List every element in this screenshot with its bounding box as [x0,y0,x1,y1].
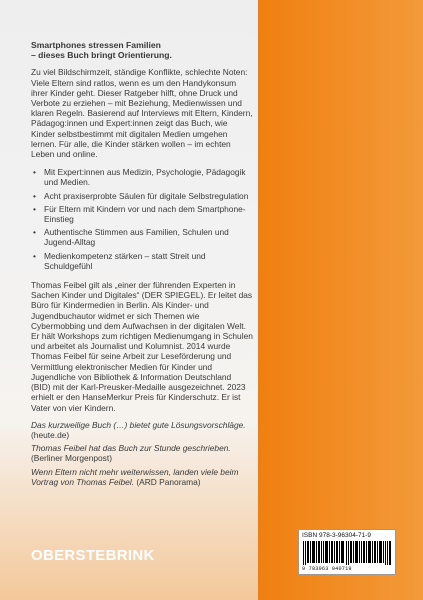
author-bio: Thomas Feibel gilt als „einer der führenden Experten in Sachen Kinder und Digitales“ (DER SPIEGEL). Er leitet das Büro für Kindermedien in Berlin. Als Kinder- und Jugendbuchautor widmet er sich Themen wie Cybermobbing und dem Aufwachsen in der digitalen Welt. Er hält Workshops zum richtigen Medienumgang in Schulen und arbeitet als Journalist und Kolumnist. 2014 wurde Thomas Feibel für seine Arbeit zur Leseförderung und Vermittlung elektronischer Medien für Kinder und Jugendliche von Bibliothek & Information Deutschland (BID) mit der Karl-Preusker-Medaille ausgezeichnet. 2023 erhielt er den HanseMerkur Preis für Kinderschutz. Er ist Vater von vier Kindern. [31,280,253,413]
feature-item: • Acht praxiserprobte Säulen für digitale Selbstregulation [31,191,253,201]
review-quote [31,420,253,440]
orange-background [258,0,423,600]
review-quote [31,443,253,463]
quote-text: Wenn Eltern nicht mehr weiterwissen, landen viele beim Vortrag von Thomas Feibel. [31,466,239,487]
headline-line-1: Smartphones stressen Familien [31,40,161,50]
publisher-logo: OBERSTEBRINK [31,547,155,564]
quote-text: Das kurzweilige Buch (…) bietet gute Lösungsvorschläge. [31,419,246,430]
feature-item: • Authentische Stimmen aus Familien, Schulen und Jugend-Alltag [31,227,253,247]
intro-paragraph: Zu viel Bildschirmzeit, ständige Konflikte, schlechte Noten: Viele Eltern sind ratlos, wenn es um den Handykonsum ihrer Kinder geht. Dieser Ratgeber hilft, ohne Druck und Verbote zu erziehen – mit Beziehung, Medienwissen und klaren Regeln. Basierend auf Interviews mit Eltern, Kindern, Pädagog:innen und Expert:innen zeigt das Buch, wie Kinder selbstbestimmt mit digitalen Medien umgehen lernen. Für alle, die Kinder stärken wollen – im echten Leben und online. [31,67,253,160]
quote-source: (Berliner Morgenpost) [31,453,112,464]
feature-item: • Mit Expert:innen aus Medizin, Psychologie, Pädagogik und Medien. [31,167,253,187]
headline-line-2: – dieses Buch bringt Orientierung. [31,50,172,61]
quote-text: Thomas Feibel hat das Buch zur Stunde geschrieben. [31,443,231,454]
barcode-icon [303,541,391,565]
headline [31,40,253,60]
feature-item: • Für Eltern mit Kindern vor und nach dem Smartphone-Einstieg [31,204,253,224]
quote-source: (heute.de) [31,429,70,440]
feature-item: • Medienkompetenz stärken – statt Streit und Schuldgefühl [31,251,253,271]
feature-list [31,167,253,271]
isbn-number: ISBN 978-3-96304-71-9 [302,532,372,539]
quote-source: (ARD Panorama) [134,476,201,487]
review-quote [31,467,253,487]
barcode-digits: 9 783963 040719 [302,566,352,572]
barcode-box [298,529,396,575]
back-cover-text [31,40,253,490]
